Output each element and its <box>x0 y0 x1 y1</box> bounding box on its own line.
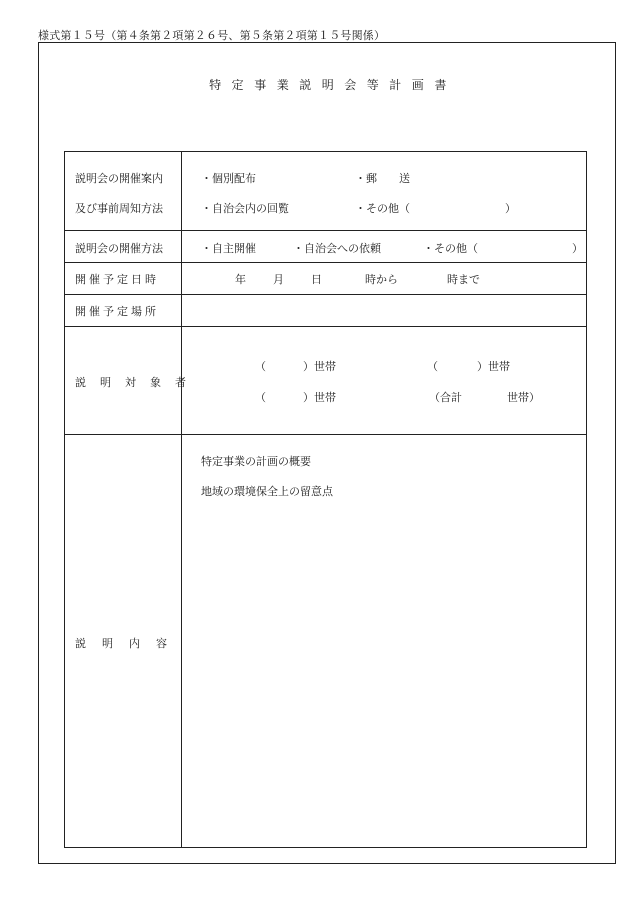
time-to: 時まで <box>447 273 480 286</box>
row-date <box>65 262 586 295</box>
date-month: 月 <box>273 273 284 286</box>
row-method <box>65 230 586 263</box>
audience-paren-open-1: （ <box>255 360 266 373</box>
announcement-label-line2: 及び事前周知方法 <box>75 202 163 215</box>
place-label: 開 催 予 定 場 所 <box>75 305 156 318</box>
time-from: 時から <box>365 273 398 286</box>
column-divider <box>181 231 182 263</box>
audience-total-close: 世帯） <box>507 391 540 404</box>
audience-paren-open-2: （ <box>427 360 438 373</box>
audience-households-3: ）世帯 <box>303 391 336 404</box>
option-individual-distribution: ・個別配布 <box>201 172 256 185</box>
row-content <box>65 434 586 848</box>
row-announcement <box>65 152 586 230</box>
audience-total-open: （合計 <box>429 391 462 404</box>
row-audience <box>65 326 586 435</box>
form-number: 様式第１５号（第４条第２項第２６号、第５条第２項第１５号関係） <box>38 29 386 42</box>
audience-label: 説 明 対 象 者 <box>75 376 186 389</box>
column-divider <box>181 263 182 295</box>
option-association-request: ・自治会への依頼 <box>293 242 381 255</box>
column-divider <box>181 152 182 230</box>
plan-table <box>64 151 587 848</box>
form-frame <box>38 42 616 864</box>
option-circular: ・自治会内の回覧 <box>201 202 289 215</box>
option-other-close: ） <box>505 202 516 215</box>
row-place <box>65 294 586 327</box>
option-method-other-close: ） <box>572 242 583 255</box>
content-label: 説 明 内 容 <box>75 637 167 650</box>
audience-paren-open-3: （ <box>255 391 266 404</box>
announcement-label-line1: 説明会の開催案内 <box>75 172 163 185</box>
method-label: 説明会の開催方法 <box>75 242 163 255</box>
document-title: 特 定 事 業 説 明 会 等 計 画 書 <box>209 78 447 92</box>
audience-households-2: ）世帯 <box>477 360 510 373</box>
option-method-other: ・その他（ <box>423 242 478 255</box>
column-divider <box>181 295 182 327</box>
date-label: 開 催 予 定 日 時 <box>75 273 156 286</box>
content-item-environment: 地域の環境保全上の留意点 <box>201 485 333 498</box>
date-day: 日 <box>311 273 322 286</box>
content-item-overview: 特定事業の計画の概要 <box>201 455 311 468</box>
option-self-hosted: ・自主開催 <box>201 242 256 255</box>
date-year: 年 <box>235 273 246 286</box>
audience-households-1: ）世帯 <box>303 360 336 373</box>
option-other: ・その他（ <box>355 202 410 215</box>
option-mail: ・郵 送 <box>355 172 410 185</box>
